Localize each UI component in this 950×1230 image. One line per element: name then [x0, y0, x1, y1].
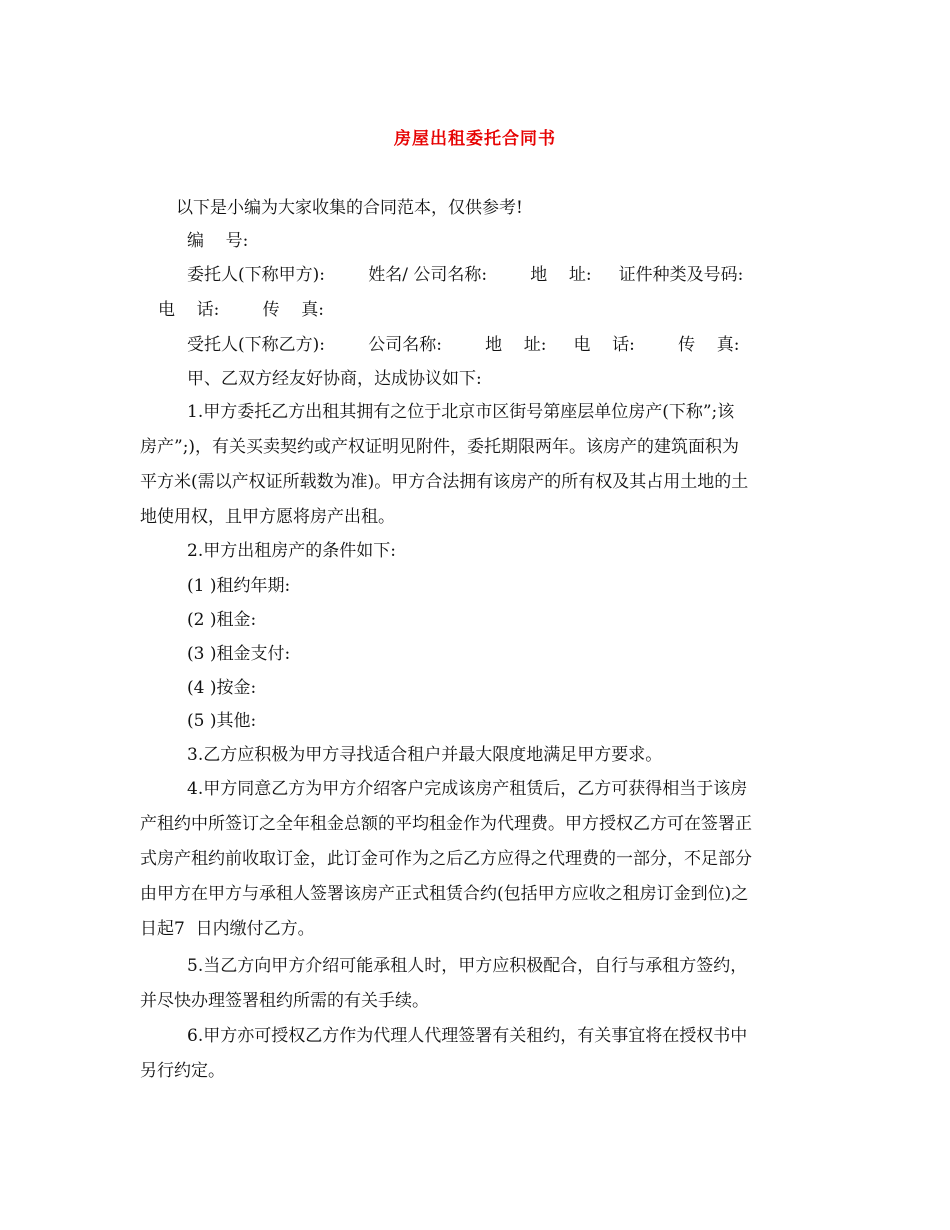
clause-4-line: 4.甲方同意乙方为甲方介绍客户完成该房产租赁后，乙方可获得相当于该房: [187, 779, 748, 799]
clause-1-line: 地使用权，且甲方愿将房产出租。: [140, 507, 395, 527]
clause-5-line: 5.当乙方向甲方介绍可能承租人时，甲方应积极配合，自行与承租方签约，: [187, 956, 748, 976]
clause-4-line: 日起7 日内缴付乙方。: [140, 919, 315, 939]
document-title: 房屋出租委托合同书: [394, 129, 556, 149]
condition-item: (1 )租约年期:: [187, 576, 291, 596]
condition-item: (4 )按金:: [187, 678, 257, 698]
condition-item: (2 )租金:: [187, 610, 257, 630]
clause-1-line: 平方米(需以产权证所载数为准)。甲方合法拥有该房产的所有权及其占用土地的土: [140, 472, 749, 492]
number-label: 编 号:: [187, 231, 249, 251]
party-a-contact-line: 电 话: 传 真:: [158, 300, 324, 320]
clause-2-heading: 2.甲方出租房产的条件如下:: [187, 541, 396, 561]
clause-6-line: 另行约定。: [140, 1061, 225, 1081]
party-b-line: 受托人(下称乙方): 公司名称: 地 址: 电 话: 传 真:: [187, 335, 740, 355]
clause-3-text: 3.乙方应积极为甲方寻找适合租户并最大限度地满足甲方要求。: [187, 745, 663, 765]
clause-6-line: 6.甲方亦可授权乙方作为代理人代理签署有关租约，有关事宜将在授权书中: [187, 1026, 748, 1046]
clause-1-line: 房产”;)，有关买卖契约或产权证明见附件，委托期限两年。该房产的建筑面积为: [140, 437, 740, 457]
condition-item: (3 )租金支付:: [187, 644, 291, 664]
party-a-line: 委托人(下称甲方): 姓名/ 公司名称: 地 址: 证件种类及号码:: [187, 265, 744, 285]
clause-4-line: 由甲方在甲方与承租人签署该房产正式租赁合约(包括甲方应收之租房订金到位)之: [140, 884, 749, 904]
clause-5-line: 并尽快办理签署租约所需的有关手续。: [140, 991, 429, 1011]
intro-text: 以下是小编为大家收集的合同范本，仅供参考!: [176, 198, 523, 218]
agreement-text: 甲、乙双方经友好协商，达成协议如下:: [187, 369, 482, 389]
clause-1-line: 1.甲方委托乙方出租其拥有之位于北京市区街号第座层单位房产(下称”;该: [187, 402, 735, 422]
clause-4-line: 产租约中所签订之全年租金总额的平均租金作为代理费。甲方授权乙方可在签署正: [140, 814, 752, 834]
clause-4-line: 式房产租约前收取订金，此订金可作为之后乙方应得之代理费的一部分，不足部分: [140, 849, 752, 869]
condition-item: (5 )其他:: [187, 711, 257, 731]
